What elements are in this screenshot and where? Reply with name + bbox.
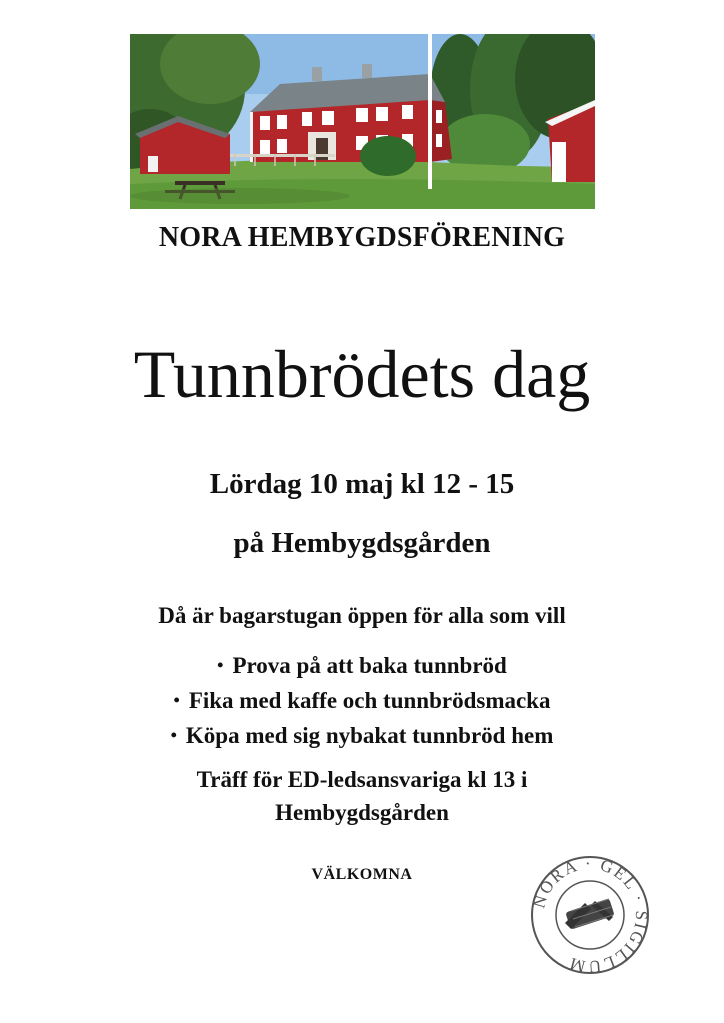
event-location: på Hembygdsgården — [233, 527, 491, 559]
bullet-icon: • — [170, 725, 177, 745]
meeting-line-1: Träff för ED-ledsansvariga kl 13 i — [196, 767, 528, 792]
activity-text: Prova på att baka tunnbröd — [232, 653, 507, 678]
activity-text: Fika med kaffe och tunnbrödsmacka — [188, 688, 551, 713]
list-item — [0, 683, 724, 718]
bullet-icon: • — [173, 690, 180, 710]
meeting-line-2: Hembygdsgården — [275, 800, 449, 825]
bullet-icon: • — [217, 655, 224, 675]
list-item — [0, 648, 724, 683]
event-title: Tunnbrödets dag — [133, 336, 591, 412]
svg-text:NORA · GEL · SIGILLUM: NORA · GEL · SIGILLUM — [529, 853, 652, 977]
list-item — [0, 718, 724, 753]
activities-intro: Då är bagarstugan öppen för alla som vill — [158, 603, 566, 628]
activity-text: Köpa med sig nybakat tunnbröd hem — [185, 723, 554, 748]
welcome-text: VÄLKOMNA — [311, 866, 413, 883]
activities-list — [0, 648, 724, 753]
meeting-note — [150, 763, 574, 829]
society-seal-icon — [525, 853, 655, 978]
organization-name: NORA HEMBYGDSFÖRENING — [158, 222, 566, 253]
farmhouse-photo — [130, 34, 595, 209]
event-date-time: Lördag 10 maj kl 12 - 15 — [209, 468, 515, 500]
